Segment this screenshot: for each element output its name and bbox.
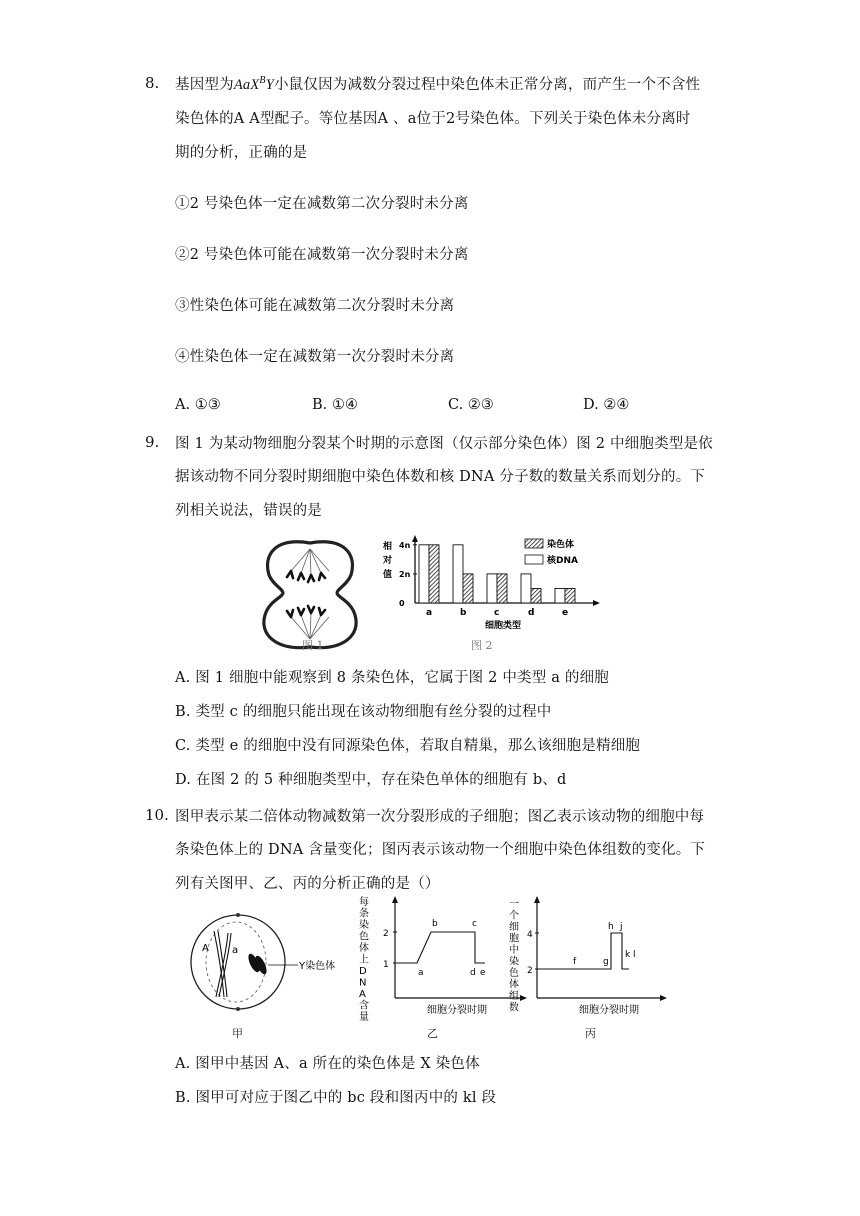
statement-1: ①2 号染色体一定在减数第二次分裂时未分离	[175, 196, 469, 212]
statement-3: ③性染色体可能在减数第二次分裂时未分离	[175, 298, 455, 314]
question-stem-line-1: 图 1 为某动物细胞分裂某个时期的示意图（仅示部分染色体）图 2 中细胞类型是依	[175, 436, 713, 452]
y-axis-arrow	[412, 535, 418, 542]
x-tick-label-d: d	[528, 608, 535, 618]
yi-point-a: a	[418, 968, 424, 978]
bing-y-axis-label	[509, 899, 519, 1014]
y-label-char: 上	[359, 954, 369, 966]
option-b[interactable]: B. 类型 c 的细胞只能出现在该动物细胞有丝分裂的过程中	[175, 704, 552, 720]
y-label-char: 体	[359, 943, 369, 954]
bing-point-j: j	[620, 922, 623, 932]
bing-tick-2: 2	[527, 966, 533, 976]
statement-2: ②2 号染色体可能在减数第一次分裂时未分离	[175, 247, 469, 263]
bar-dna-e	[555, 588, 565, 603]
figure-yi-caption: 乙	[427, 1027, 438, 1040]
bar-chromosome-b	[463, 574, 473, 603]
question-stem-line-3: 列相关说法，错误的是	[175, 503, 322, 519]
y-label-char: 染	[359, 920, 369, 931]
question-stem-line-2: 条染色体上的 DNA 含量变化；图丙表示该动物一个细胞中染色体组数的变化。下	[175, 842, 706, 858]
yi-point-e: e	[480, 968, 486, 978]
bar-chromosome-e	[565, 588, 575, 603]
yi-point-b: b	[432, 919, 438, 929]
y-label-char: 中	[509, 945, 519, 956]
legend-label-chromosome: 染色体	[547, 540, 575, 550]
figure-1-caption: 图 1	[302, 639, 324, 652]
option-d[interactable]: D. 在图 2 的 5 种细胞类型中，存在染色单体的细胞有 b、d	[175, 772, 567, 788]
statement-4: ④性染色体一定在减数第一次分裂时未分离	[175, 349, 455, 365]
gene-a-label: a	[232, 945, 239, 956]
legend-swatch-chromosome	[525, 539, 543, 548]
gene-A-label: A	[202, 943, 209, 954]
option-c[interactable]: C. ②③	[448, 397, 494, 413]
y-chromosome	[246, 952, 269, 976]
figure-bing-caption: 丙	[585, 1027, 596, 1040]
option-a[interactable]: A. 图 1 细胞中能观察到 8 条染色体，它属于图 2 中类型 a 的细胞	[175, 670, 609, 686]
bar-dna-a	[419, 545, 429, 603]
y-axis-label: 相	[383, 542, 393, 552]
y-tick-label: 4n	[399, 540, 411, 550]
bing-curve	[537, 933, 629, 969]
bar-dna-b	[453, 545, 463, 603]
y-label-char: 体	[509, 979, 519, 991]
bing-point-f: f	[573, 957, 577, 967]
x-tick-label-e: e	[562, 608, 569, 618]
yi-tick-2: 2	[383, 929, 389, 939]
y-label-char: 色	[359, 931, 369, 943]
bar-chromosome-c	[497, 574, 507, 603]
yi-curve	[395, 932, 485, 963]
y-axis-label-3: 值	[383, 570, 393, 580]
bing-point-h: h	[608, 922, 614, 932]
y-label-char: 胞	[509, 933, 519, 945]
figure-2-bar-chart	[375, 535, 605, 637]
yi-y-axis-label	[359, 895, 369, 1023]
y-tick-label: 0	[399, 599, 405, 608]
option-a[interactable]: A. 图甲中基因 A、a 所在的染色体是 X 染色体	[175, 1056, 480, 1072]
figure-bing-line-chart	[505, 895, 675, 1027]
question-number: 10.	[145, 806, 169, 824]
y-tick-label: 2n	[399, 569, 411, 579]
x-axis-label: 细胞类型	[485, 621, 522, 631]
y-label-char: 条	[359, 908, 369, 920]
legend-label-dna: 核DNA	[547, 556, 578, 566]
y-label-char: 含	[359, 1000, 369, 1012]
y-label-char: 数	[509, 1002, 519, 1014]
bing-tick-4: 4	[527, 930, 533, 940]
question-stem-line-2: 染色体的A A型配子。等位基因A 、a位于2号染色体。下列关于染色体未分离时	[175, 111, 691, 127]
question-number: 8.	[145, 74, 160, 92]
option-a[interactable]: A. ①③	[175, 397, 221, 413]
bar-chromosome-d	[531, 588, 541, 603]
option-c[interactable]: C. 类型 e 的细胞中没有同源染色体，若取自精巢，那么该细胞是精细胞	[175, 738, 641, 754]
y-label-char: A	[359, 989, 366, 1000]
question-stem-line-3: 期的分析，正确的是	[175, 145, 308, 161]
cell-membrane	[191, 915, 285, 1009]
y-label-char: 细	[509, 922, 519, 933]
bar-dna-d	[521, 574, 531, 603]
y-label-char: 色	[509, 968, 519, 979]
option-b[interactable]: B. 图甲可对应于图乙中的 bc 段和图丙中的 kl 段	[175, 1090, 497, 1106]
y-chromosome-label: Y染色体	[299, 961, 336, 972]
yi-tick-1: 1	[383, 960, 389, 970]
option-b[interactable]: B. ①④	[312, 397, 358, 413]
bing-point-l: l	[633, 950, 636, 960]
figure-jia-cell	[188, 905, 358, 1035]
y-label-char: 量	[359, 1012, 369, 1023]
figure-jia-caption: 甲	[232, 1027, 243, 1040]
y-label-char: 个	[509, 910, 519, 922]
x-tick-label-b: b	[460, 608, 467, 618]
bing-x-axis-label: 细胞分裂时期	[579, 1005, 639, 1016]
question-number: 9.	[145, 433, 160, 451]
bing-point-g: g	[603, 957, 609, 967]
question-stem-line-1: 图甲表示某二倍体动物减数第一次分裂形成的子细胞；图乙表示该动物的细胞中每	[175, 809, 705, 825]
y-label-char: 一	[509, 899, 519, 910]
bing-point-k: k	[625, 950, 631, 960]
question-stem-line-2: 据该动物不同分裂时期细胞中染色体数和核 DNA 分子数的数量关系而划分的。下	[175, 469, 706, 485]
yi-x-axis-label: 细胞分裂时期	[427, 1005, 487, 1016]
yi-point-d: d	[470, 968, 476, 978]
y-label-char: 染	[509, 956, 519, 968]
yi-point-c: c	[472, 919, 477, 929]
figure-2-caption: 图 2	[471, 639, 493, 652]
chromosome-a-pair	[214, 931, 231, 997]
y-label-char: 组	[509, 991, 519, 1002]
y-label-char: N	[359, 977, 367, 989]
y-label-char: 每	[359, 897, 369, 908]
x-tick-label-a: a	[426, 608, 433, 618]
option-d[interactable]: D. ②④	[583, 397, 630, 413]
bar-chromosome-a	[429, 545, 439, 603]
question-stem-line-1: 基因型为AaX$^B$Y小鼠仅因为减数分裂过程中染色体未正常分离，而产生一个不含性	[175, 75, 701, 93]
x-tick-label-c: c	[494, 608, 500, 618]
legend-swatch-dna	[525, 555, 543, 564]
x-axis-arrow	[593, 600, 600, 606]
bar-dna-c	[487, 574, 497, 603]
y-label-char: D	[359, 966, 367, 977]
y-axis-label-2: 对	[383, 556, 393, 566]
question-stem-line-3: 列有关图甲、乙、丙的分析正确的是（）	[175, 876, 440, 892]
